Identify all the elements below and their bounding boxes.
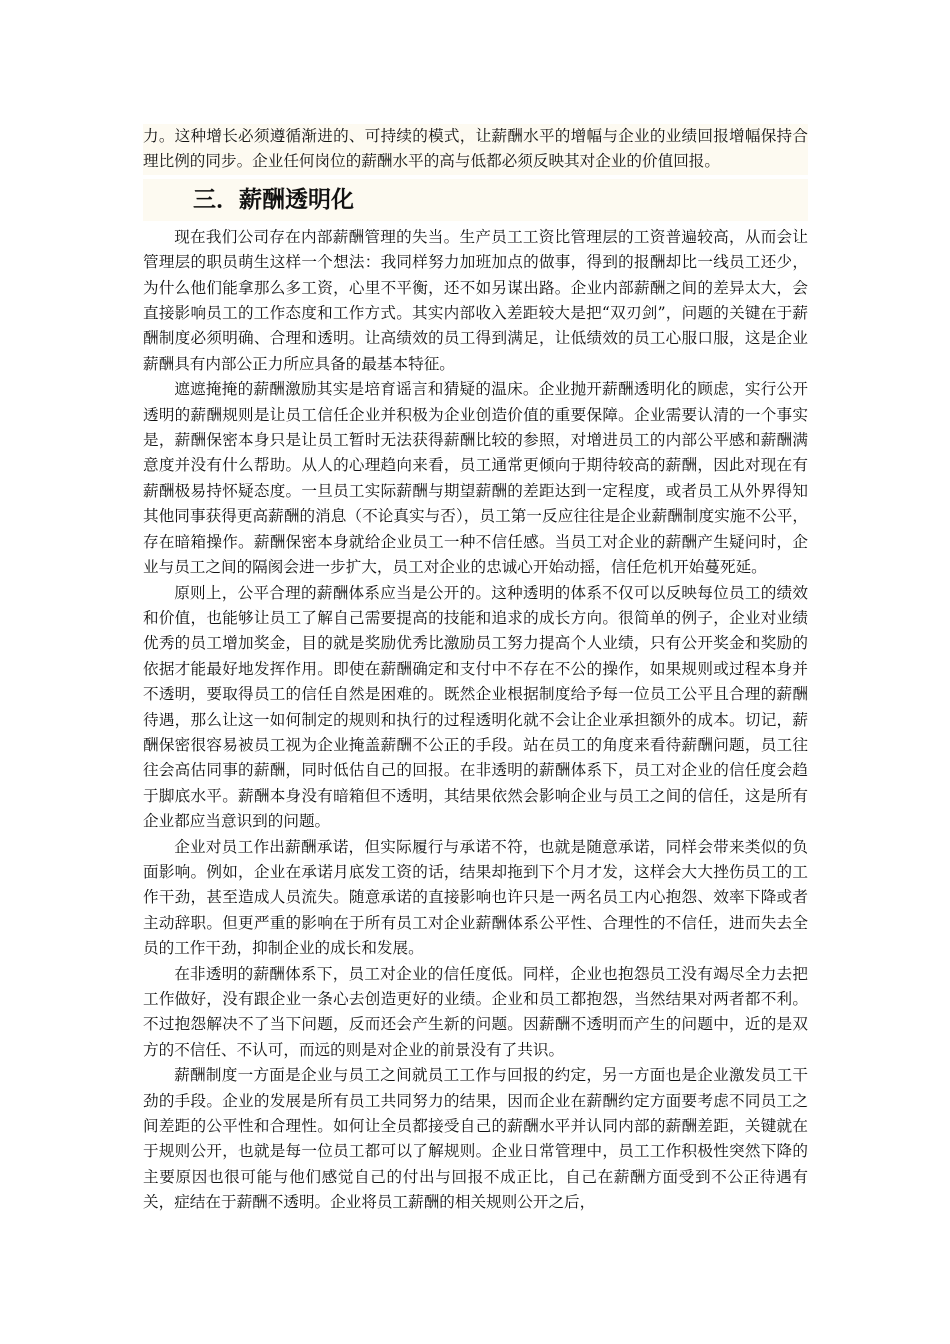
paragraph-6: 薪酬制度一方面是企业与员工之间就员工工作与回报的约定，另一方面也是企业激发员工干劲的手段。企业的发展是所有员工共同努力的结果，因而企业在薪酬约定方面要考虑不同员工之间差距的公平性和合理性。如何让全员都接受自己的薪酬水平并认同内部的薪酬差距，关键就在于规则公开，也就是每一位员工都可以了解规则。企业日常管理中，员工工作积极性突然下降的主要原因也很可能与他们感觉自己的付出与回报不成正比，自己在薪酬方面受到不公正待遇有关，症结在于薪酬不透明。企业将员工薪酬的相关规则公开之后， <box>143 1066 808 1212</box>
section-heading: 三．薪酬透明化 <box>143 179 808 221</box>
section-heading-wrap <box>143 179 808 221</box>
paragraph-3: 原则上，公平合理的薪酬体系应当是公开的。这种透明的体系不仅可以反映每位员工的绩效和价值，也能够让员工了解自己需要提高的技能和追求的成长方向。很简单的例子，企业对业绩优秀的员工增加奖金，目的就是奖励优秀比激励员工努力提高个人业绩，只有公开奖金和奖励的依据才能最好地发挥作用。即使在薪酬确定和支付中不存在不公的操作，如果规则或过程本身并不透明，要取得员工的信任自然是困难的。既然企业根据制度给予每一位员工公平且合理的薪酬待遇，那么让这一如何制定的规则和执行的过程透明化就不会让企业承担额外的成本。切记，薪酬保密很容易被员工视为企业掩盖薪酬不公正的手段。站在员工的角度来看待薪酬问题，员工往往会高估同事的薪酬，同时低估自己的回报。在非透明的薪酬体系下，员工对企业的信任度会趋于脚底水平。薪酬本身没有暗箱但不透明，其结果依然会影响企业与员工之间的信任，这是所有企业都应当意识到的问题。 <box>143 583 808 831</box>
document-body <box>143 124 808 1216</box>
paragraph-2: 遮遮掩掩的薪酬激励其实是培育谣言和猜疑的温床。企业抛开薪酬透明化的顾虑，实行公开透明的薪酬规则是让员工信任企业并积极为企业创造价值的重要保障。企业需要认清的一个事实是，薪酬保密本身只是让员工暂时无法获得薪酬比较的参照，对增进员工的内部公平感和薪酬满意度并没有什么帮助。从人的心理趋向来看，员工通常更倾向于期待较高的薪酬，因此对现在有薪酬极易持怀疑态度。一旦员工实际薪酬与期望薪酬的差距达到一定程度，或者员工从外界得知其他同事获得更高薪酬的消息（不论真实与否），员工第一反应往往是企业薪酬制度实施不公平，存在暗箱操作。薪酬保密本身就给企业员工一种不信任感。当员工对企业的薪酬产生疑问时，企业与员工之间的隔阂会进一步扩大，员工对企业的忠诚心开始动摇，信任危机开始蔓死延。 <box>143 380 808 577</box>
paragraph-4: 企业对员工作出薪酬承诺，但实际履行与承诺不符，也就是随意承诺，同样会带来类似的负面影响。例如，企业在承诺月底发工资的话，结果却拖到下个月才发，这样会大大挫伤员工的工作干劲，甚至造成人员流失。随意承诺的直接影响也许只是一两名员工内心抱怨、效率下降或者主动辞职。但更严重的影响在于所有员工对企业薪酬体系公平性、合理性的不信任，进而失去全员的工作干劲，抑制企业的成长和发展。 <box>143 837 808 958</box>
paragraph-1: 现在我们公司存在内部薪酬管理的失当。生产员工工资比管理层的工资普遍较高，从而会让管理层的职员萌生这样一个想法：我同样努力加班加点的做事，得到的报酬却比一线员工还少，为什么他们能拿那么多工资，心里不平衡，还不如另谋出路。企业内部薪酬之间的差异太大，会直接影响员工的工作态度和工作方式。其实内部收入差距较大是把“双刃剑”，问题的关键在于薪酬制度必须明确、合理和透明。让高绩效的员工得到满足，让低绩效的员工心服口服，这是企业薪酬具有内部公正力所应具备的最基本特征。 <box>143 227 808 373</box>
intro-paragraph: 力。这种增长必须遵循渐进的、可持续的模式，让薪酬水平的增幅与企业的业绩回报增幅保持合理比例的同步。企业任何岗位的薪酬水平的高与低都必须反映其对企业的价值回报。 <box>143 124 808 175</box>
paragraph-5: 在非透明的薪酬体系下，员工对企业的信任度低。同样，企业也抱怨员工没有竭尽全力去把工作做好，没有跟企业一条心去创造更好的业绩。企业和员工都抱怨，当然结果对两者都不利。不过抱怨解决不了当下问题，反而还会产生新的问题。因薪酬不透明而产生的问题中，近的是双方的不信任、不认可，而远的则是对企业的前景没有了共识。 <box>143 964 808 1059</box>
